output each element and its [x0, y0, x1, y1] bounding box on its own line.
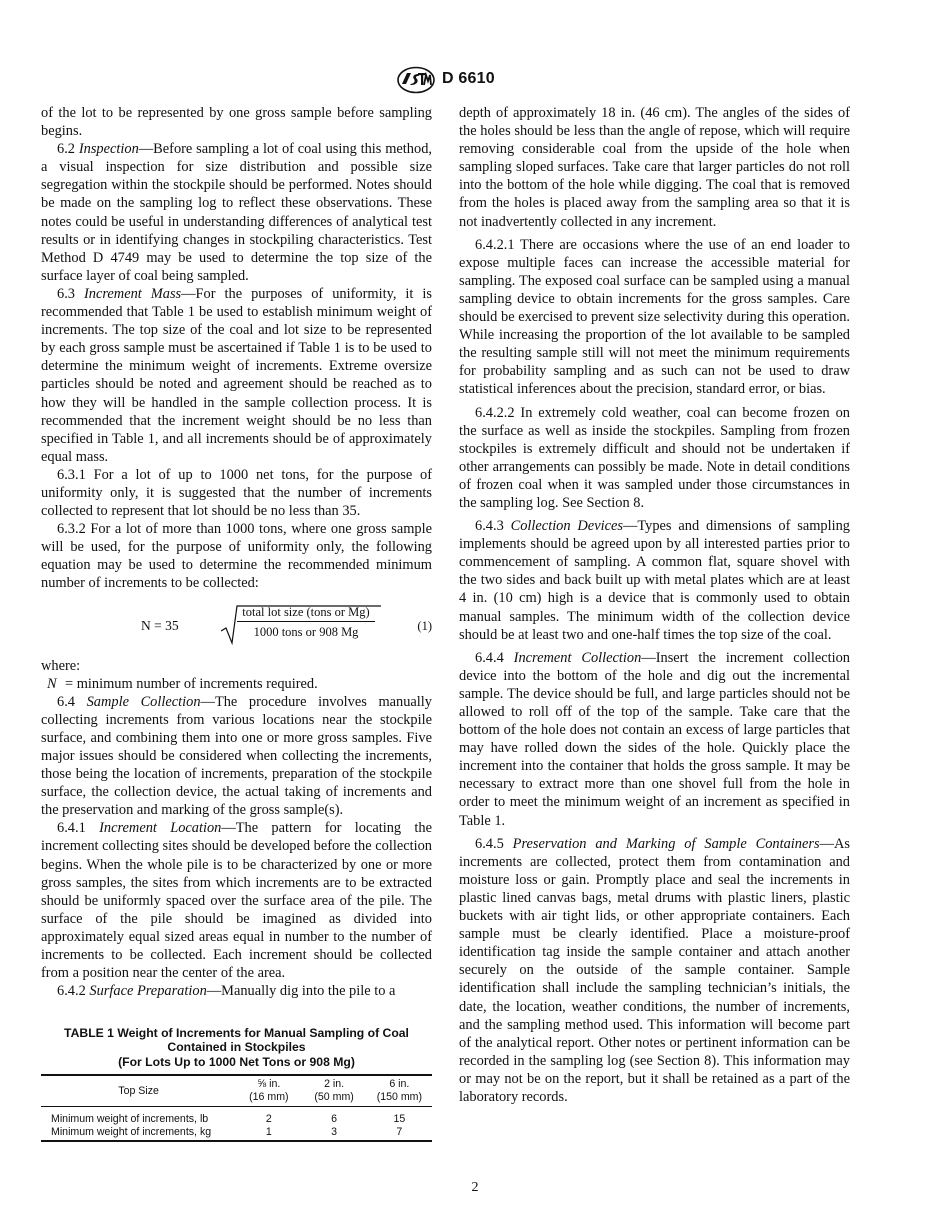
section-6-4-1	[41, 819, 432, 982]
section-title: Increment Collection	[513, 649, 642, 666]
header-size-col	[236, 1075, 301, 1107]
table-header-row	[41, 1075, 432, 1107]
where-definition	[41, 675, 432, 693]
table-row	[41, 1107, 432, 1126]
astm-logo-icon	[396, 66, 436, 94]
section-body: —The procedure involves manually collecting increments from various locations near the stockpile surface, and combining them into one or more gross samples. Five major issues should be considered when collecting the increments, those being the location of increments, preparation of the stockpile surface, the collection device, the actual taking of increments and the preservation and marking of the gross sample(s).	[41, 693, 432, 819]
section-6-4-3	[459, 517, 850, 644]
table-cell: 2	[265, 1113, 272, 1126]
table-cell: 15	[393, 1113, 406, 1126]
section-number: 6.2	[57, 141, 79, 158]
equation-lhs: N = 35	[141, 617, 179, 633]
header-top-size: Top Size	[118, 1084, 159, 1097]
section-body: —The pattern for locating the increment collecting sites should be developed before the collection begins. When the whole pile is to be characterized by one or more gross samples, the sites from which increments are to be extracted should be uniformly spaced over the surface area of the pile. The surface of the pile should be imagined as divided into approximately equal sized areas equal in number to the number of increments to be collected. Each increment should be collected from a position near the center of the area.	[41, 820, 433, 982]
section-title: Collection Devices	[510, 518, 623, 535]
table-row	[41, 1126, 432, 1142]
size-inch: 2 in.	[324, 1078, 345, 1091]
section-6-4-4	[459, 649, 850, 830]
section-number: 6.4.3	[475, 518, 511, 535]
equation-1	[41, 603, 432, 651]
section-title: Surface Preparation	[89, 983, 207, 1000]
table-cell: 3	[331, 1125, 338, 1138]
section-6-2	[41, 140, 432, 285]
left-column	[41, 104, 432, 1000]
table-title-line: (For Lots Up to 1000 Net Tons or 908 Mg)	[118, 1054, 355, 1069]
header-size-col	[301, 1075, 366, 1107]
size-inch: 6 in.	[389, 1078, 410, 1091]
size-inch: ⅝ in.	[257, 1078, 281, 1091]
section-body: —As increments are collected, protect them from contamination and moisture loss or gain. Promptly place and seal the increments in plastic lined canvas bags, metal drums with plastic liners, plastic buckets with air tight lids, or other appropriate containers. Each sample must be clearly identified. Place a moisture-proof identification tag inside the sample container and attach another securely on the outside of the sample container. Sample identification shall include the sampling technician’s initials, the date, the location, weather conditions, the number of increments, and the sampling method used. This information will become part of the analytical report. Other notes or pertinent information can be recorded in the sampling log (see Section 8). This information may or may not be on the report, but it shall be retained as a part of the laboratory records.	[459, 835, 850, 1105]
section-6-4-2-1: 6.4.2.1 There are occasions where the use of an end loader to expose multiple faces can increase the accessible material for sampling. The exposed coal surface can be sampled using a manual sampling device to obtain increments for the gross samples. Care should be exercised to prevent size selectivity during this operation. While increasing the proportion of the lot available to be sampled the resulting sample still will not meet the minimum requirements for probability sampling and as such can not be used to draw statistical inferences about the precision, standard error, or bias.	[459, 236, 850, 398]
section-number: 6.3	[57, 285, 84, 302]
fraction-bar	[237, 621, 375, 622]
section-number: 6.4.2	[57, 983, 90, 1000]
section-6-3	[41, 285, 432, 466]
section-body: —Insert the increment collection device into the bottom of the hole and dig out the incremental sample. The device should be full, and large particles should not be allowed to roll off of the top of the sample. Take care that the bottom of the hole does not contain an excess of large particles that may have rolled down the sides of the hole. Quickly place the increment into the container that holds the gross sample. It may be necessary to extract more than one shovel full from the hole in order to meet the minimum weight of an increment as specified in Table 1.	[459, 649, 850, 829]
section-6-4-5	[459, 835, 850, 1106]
section-number: 6.4	[57, 693, 87, 710]
section-6-3-2: 6.3.2 For a lot of more than 1000 tons, where one gross sample will be used, for the purpose of uniformity only, the following equation may be used to determine the recommended minimum number of increments to be collected:	[41, 521, 432, 592]
row-label: Minimum weight of increments, kg	[51, 1125, 212, 1138]
section-body: —Types and dimensions of sampling implements should be agreed upon by all interested parties prior to commencement of sampling. A common flat, square shovel with the two sides and back built up with metal plates which are at least 4 in. (10 cm) high is a device that is commonly used to obtain manual samples. The minimum width of the collection device should be at least two and one-half times the top size of the coal.	[459, 518, 850, 643]
where-label: where:	[41, 657, 81, 674]
table-title-line: TABLE 1 Weight of Increments for Manual Sampling of Coal	[64, 1026, 409, 1040]
section-number: 6.4.5	[475, 835, 513, 852]
row-label: Minimum weight of increments, lb	[51, 1113, 209, 1126]
section-title: Increment Location	[99, 820, 222, 837]
table-cell: 6	[331, 1113, 338, 1126]
where-text: = minimum number of increments required.	[65, 675, 318, 692]
page-number: 2	[471, 1180, 479, 1195]
table-title	[41, 1026, 432, 1069]
equation-denominator: 1000 tons or 908 Mg	[253, 624, 359, 639]
section-6-4-2-2: 6.4.2.2 In extremely cold weather, coal can become frozen on the surface as well as inside the stockpiles. Sampling from frozen stockpiles is extremely difficult and should not be undertaken if other arrangements can possibly be made. Note in detail conditions of frozen coal when it was sampled under those circumstances in the sampling log. See Section 8.	[459, 404, 850, 511]
section-title: Increment Mass	[83, 285, 182, 302]
standard-designation: D 6610	[442, 70, 495, 87]
section-title: Inspection	[78, 141, 139, 158]
section-number: 6.4.4	[475, 649, 514, 666]
section-6-4-2	[41, 982, 432, 1000]
increment-weight-table	[41, 1074, 432, 1142]
section-number: 6.4.1	[57, 820, 100, 837]
size-mm: (50 mm)	[314, 1091, 354, 1104]
table-1	[41, 1026, 432, 1142]
section-6-3-1: 6.3.1 For a lot of up to 1000 net tons, for the purpose of uniformity only, it is suggested that the number of increments collected to represent that lot should be no less than 35.	[41, 466, 432, 520]
table-title-line: Contained in Stockpiles	[167, 1040, 306, 1055]
section-body: —For the purposes of uniformity, it is recommended that Table 1 be used to establish minimum weight of increments. The top size of the coal and lot size to be represented by each gross sample must be ascertained if Table 1 is to be used to determine the minimum weight of increments. Extreme oversize particles should be noted and agreement should be reached as to how they will be handled in the sample collection process. It is recommended that the increment weight should be no less than specified in Table 1, and all increments should be of approximately equal mass.	[41, 285, 432, 465]
equation-number: (1)	[417, 618, 432, 633]
section-title: Sample Collection	[86, 693, 201, 710]
size-mm: (16 mm)	[249, 1091, 289, 1104]
right-column	[459, 104, 850, 1106]
equation-numerator: total lot size (tons or Mg)	[242, 604, 370, 619]
section-6-4	[41, 693, 432, 820]
where-symbol: N	[47, 675, 57, 692]
paragraph: depth of approximately 18 in. (46 cm). The angles of the sides of the holes should be less than the angle of repose, which will require removing considerable coal from the upside of the hole when sampling sloped surfaces. Take care that larger particles do not roll into the bottom of the hole while digging. The coal that is removed from the holes is placed away from the sampling area so that it is not inadvertently collected in any increment.	[459, 105, 850, 230]
table-cell: 7	[396, 1125, 403, 1138]
paragraph: of the lot to be represented by one gross sample before sampling begins.	[41, 105, 432, 140]
table-cell: 1	[265, 1125, 272, 1138]
header-size-col	[367, 1075, 432, 1107]
size-mm: (150 mm)	[376, 1091, 423, 1104]
section-title: Preservation and Marking of Sample Containers	[512, 835, 820, 852]
section-body: —Manually dig into the pile to a	[206, 983, 396, 1000]
section-body: —Before sampling a lot of coal using this method, a visual inspection for size distribution and possible size segregation within the stockpile should be performed. Notes should be made on the sampling log to reflect these observations. These notes could be useful in understanding differences of analytical test results or in identifying changes in stockpiling characteristics. Test Method D 4749 may be used to determine the top size of the surface layer of coal being sampled.	[41, 141, 432, 284]
